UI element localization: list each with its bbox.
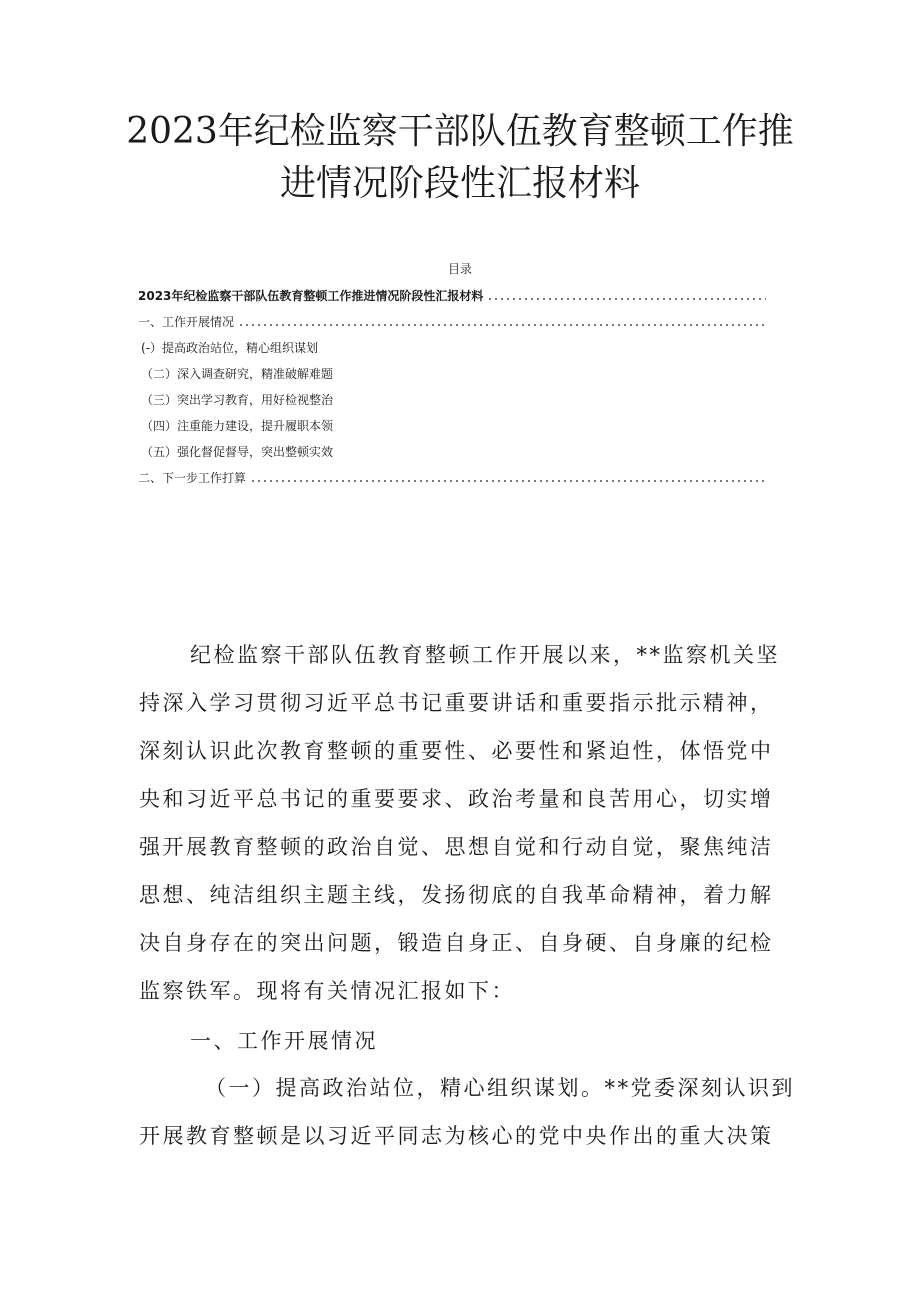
toc-entry-subsection-1[interactable]	[141, 339, 769, 357]
toc-entry-section-1[interactable]	[138, 313, 766, 331]
toc-heading: 目录	[447, 262, 472, 276]
body-paragraph-line: 决自身存在的突出问题，锻造自身正、自身硬、自身廉的纪检	[139, 931, 774, 955]
body-paragraph-line: 监察铁军。现将有关情况汇报如下：	[139, 979, 515, 1003]
body-paragraph-line: 深刻认识此次教育整顿的重要性、必要性和紧迫性，体悟党中	[139, 739, 774, 763]
toc-entry-text: 2023年纪检监察干部队伍教育整顿工作推进情况阶段性汇报材料	[138, 289, 484, 303]
toc-dot-leader	[238, 323, 766, 327]
toc-entry-section-2[interactable]	[138, 469, 766, 487]
body-paragraph-line: 持深入学习贯彻习近平总书记重要讲话和重要指示批示精神，	[139, 691, 774, 715]
toc-entry-subsection-3[interactable]	[141, 391, 769, 409]
toc-entry-text: 一、工作开展情况	[138, 315, 235, 329]
toc-entry-text: （三）突出学习教育，用好检视整治	[141, 393, 334, 407]
toc-dot-leader	[487, 297, 766, 301]
toc-dot-leader	[250, 479, 766, 483]
document-title-line-1: 2023年纪检监察干部队伍教育整顿工作推	[126, 111, 794, 152]
toc-entry-subsection-4[interactable]	[141, 417, 769, 435]
body-paragraph-line: 思想、纯洁组织主题主线，发扬彻底的自我革命精神，着力解	[139, 883, 774, 907]
body-paragraph-line: （一）提高政治站位，精心组织谋划。**党委深刻认识到	[205, 1076, 795, 1100]
body-paragraph-line: 开展教育整顿是以习近平同志为核心的党中央作出的重大决策	[139, 1124, 774, 1148]
body-paragraph-line: 强开展教育整顿的政治自觉、思想自觉和行动自觉，聚焦纯洁	[139, 835, 774, 859]
toc-entry-text: (-）提高政治站位，精心组织谋划	[141, 341, 319, 355]
toc-entry-title[interactable]	[138, 287, 766, 305]
section-heading: 一、工作开展情况	[190, 1029, 378, 1053]
toc-entry-text: （四）注重能力建设，提升履职本领	[141, 419, 334, 433]
toc-entry-subsection-2[interactable]	[141, 365, 769, 383]
toc-entry-text: 二、下一步工作打算	[138, 471, 247, 485]
body-paragraph-line: 纪检监察干部队伍教育整顿工作开展以来，**监察机关坚	[190, 643, 780, 667]
toc-entry-text: （二）深入调查研究，精准破解难题	[141, 367, 334, 381]
toc-entry-subsection-5[interactable]	[141, 443, 769, 461]
toc-entry-text: （五）强化督促督导，突出整顿实效	[141, 445, 334, 459]
document-title-line-2: 进情况阶段性汇报材料	[279, 163, 640, 204]
body-paragraph-line: 央和习近平总书记的重要要求、政治考量和良苦用心，切实增	[139, 787, 774, 811]
